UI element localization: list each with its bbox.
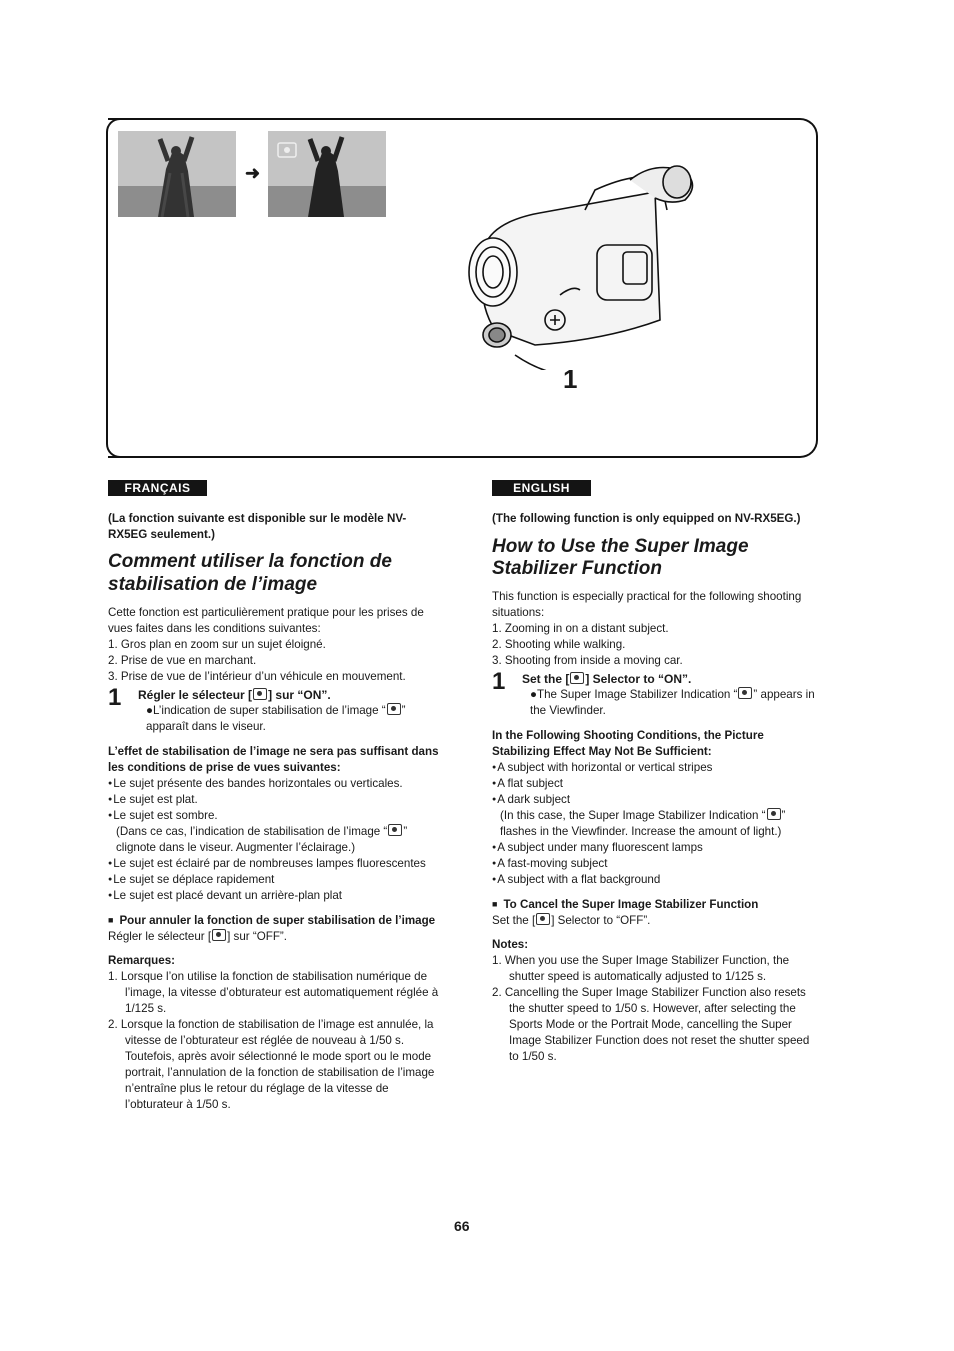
list-item: ● Le sujet est sombre. bbox=[108, 808, 443, 824]
list-item: ● A flat subject bbox=[492, 776, 822, 792]
list-item: ● Le sujet présente des bandes horizontales ou verticales. bbox=[108, 776, 443, 792]
step-description: ●L’indication de super stabilisation de l’image “ ” apparaît dans le viseur. bbox=[146, 703, 406, 733]
availability-note: (La fonction suivante est disponible sur le modèle NV-RX5EG seulement.) bbox=[108, 512, 407, 541]
stabilizer-icon bbox=[387, 703, 401, 715]
list-item: 1. Gros plan en zoom sur un sujet éloigné. bbox=[108, 637, 326, 651]
dark-subject-note: (Dans ce cas, l’indication de stabilisation de l’image “ ” clignote dans le viseur. Augmenter l’éclairage.) bbox=[116, 824, 408, 854]
availability-note: (The following function is only equipped on NV-RX5EG.) bbox=[492, 512, 801, 525]
step-1 bbox=[108, 683, 443, 735]
language-tab-french: FRANÇAIS bbox=[108, 480, 207, 496]
cancel-heading: ■ Pour annuler la fonction de super stabilisation de l’image bbox=[108, 912, 443, 929]
arrow-icon: ➜ bbox=[245, 163, 261, 183]
list-item: ● A dark subject bbox=[492, 792, 822, 808]
list-item: ● A fast-moving subject bbox=[492, 856, 822, 872]
stabilizer-icon bbox=[767, 808, 781, 820]
conditions-heading: L’effet de stabilisation de l’image ne sera pas suffisant dans les conditions de prise de vues suivantes: bbox=[108, 744, 439, 774]
dark-subject-note: (In this case, the Super Image Stabilizer Indication “ ” flashes in the Viewfinder. Increase the amount of light.) bbox=[500, 809, 786, 839]
section-heading: Comment utiliser la fonction de stabilisation de l’image bbox=[108, 551, 392, 595]
step-description: ●The Super Image Stabilizer Indication “ ” appears in the Viewfinder. bbox=[530, 688, 815, 718]
stabilizer-icon bbox=[212, 929, 226, 941]
step-title: Régler le sélecteur [ ] sur “ON”. bbox=[138, 687, 331, 702]
section-heading: How to Use the Super Image Stabilizer Function bbox=[492, 535, 749, 579]
step-title: Set the [ ] Selector to “ON”. bbox=[522, 672, 692, 687]
step-number: 1 bbox=[492, 668, 506, 696]
notes-list bbox=[492, 953, 822, 1065]
photo-before-stabilization bbox=[118, 131, 236, 217]
callout-step-1: 1 bbox=[563, 364, 578, 394]
lead-text: This function is especially practical for the following shooting situations: bbox=[492, 590, 802, 620]
list-item: 3. Shooting from inside a moving car. bbox=[492, 654, 683, 668]
note-item: 2. Lorsque la fonction de stabilisation de l’image est annulée, la vitesse de l’obturateur est réglée de nouveau à 1/50 s. Toutefois, après avoir sélectionné le mode sport ou le mode portrait, l’annulation de la fonction de stabilisation de l’image n’entraîne plus le retour du réglage de la vitesse de l’obturateur à 1/50 s. bbox=[108, 1017, 435, 1111]
list-item: ● Le sujet se déplace rapidement bbox=[108, 872, 443, 888]
list-item: 1. Zooming in on a distant subject. bbox=[492, 622, 669, 636]
list-item: 2. Shooting while walking. bbox=[492, 638, 626, 652]
note-item: 2. Cancelling the Super Image Stabilizer Function also resets the shutter speed to 1/50 s. However, after selecting the Sports Mode or the Portrait Mode, cancelling the Super Image Stabilizer Function does not reset the shutter speed to 1/50 s. bbox=[492, 986, 810, 1064]
note-item: 1. Lorsque l’on utilise la fonction de stabilisation numérique de l’image, la vitesse d’obturateur est automatiquement réglée à 1/125 s. bbox=[108, 969, 439, 1015]
list-item: ● A subject with a flat background bbox=[492, 872, 822, 888]
stabilizer-icon bbox=[738, 687, 752, 699]
situations-list bbox=[492, 621, 822, 669]
page-number: 66 bbox=[454, 1218, 470, 1234]
list-item: 3. Prise de vue de l’intérieur d’un véhicule en mouvement. bbox=[108, 669, 406, 683]
stabilizer-icon bbox=[570, 672, 584, 684]
cancel-heading: ■ To Cancel the Super Image Stabilizer Function bbox=[492, 896, 822, 913]
notes-heading: Notes: bbox=[492, 938, 529, 952]
step-number: 1 bbox=[108, 683, 122, 711]
french-column bbox=[108, 479, 443, 1113]
situations-list bbox=[108, 637, 443, 685]
note-item: 1. When you use the Super Image Stabilizer Function, the shutter speed is automatically adjusted to 1/125 s. bbox=[492, 954, 790, 984]
lead-text: Cette fonction est particulièrement pratique pour les prises de vues faites dans les conditions suivantes: bbox=[108, 605, 424, 635]
notes-list bbox=[108, 969, 443, 1113]
cancel-instruction: Régler le sélecteur [ ] sur “OFF”. bbox=[108, 929, 288, 943]
cancel-instruction: Set the [ ] Selector to “OFF”. bbox=[492, 914, 651, 928]
conditions-heading: In the Following Shooting Conditions, the Picture Stabilizing Effect May Not Be Sufficient: bbox=[492, 729, 764, 759]
step-1 bbox=[492, 668, 822, 719]
list-item: ● A subject under many fluorescent lamps bbox=[492, 840, 822, 856]
list-item: ● A subject with horizontal or vertical stripes bbox=[492, 760, 822, 776]
stabilizer-icon bbox=[536, 913, 550, 925]
conditions-list bbox=[108, 776, 443, 904]
stabilizer-icon bbox=[253, 688, 267, 700]
list-item: ● Le sujet est éclairé par de nombreuses lampes fluorescentes bbox=[108, 856, 443, 872]
camcorder-illustration bbox=[455, 150, 705, 375]
list-item: ● Le sujet est placé devant un arrière-plan plat bbox=[108, 888, 443, 904]
language-tab-english: ENGLISH bbox=[492, 480, 591, 496]
notes-heading: Remarques: bbox=[108, 953, 176, 967]
english-column bbox=[492, 479, 822, 1065]
conditions-list bbox=[492, 760, 822, 888]
list-item: ● Le sujet est plat. bbox=[108, 792, 443, 808]
photo-after-stabilization bbox=[268, 131, 386, 217]
list-item: 2. Prise de vue en marchant. bbox=[108, 653, 257, 667]
stabilizer-icon bbox=[388, 824, 402, 836]
